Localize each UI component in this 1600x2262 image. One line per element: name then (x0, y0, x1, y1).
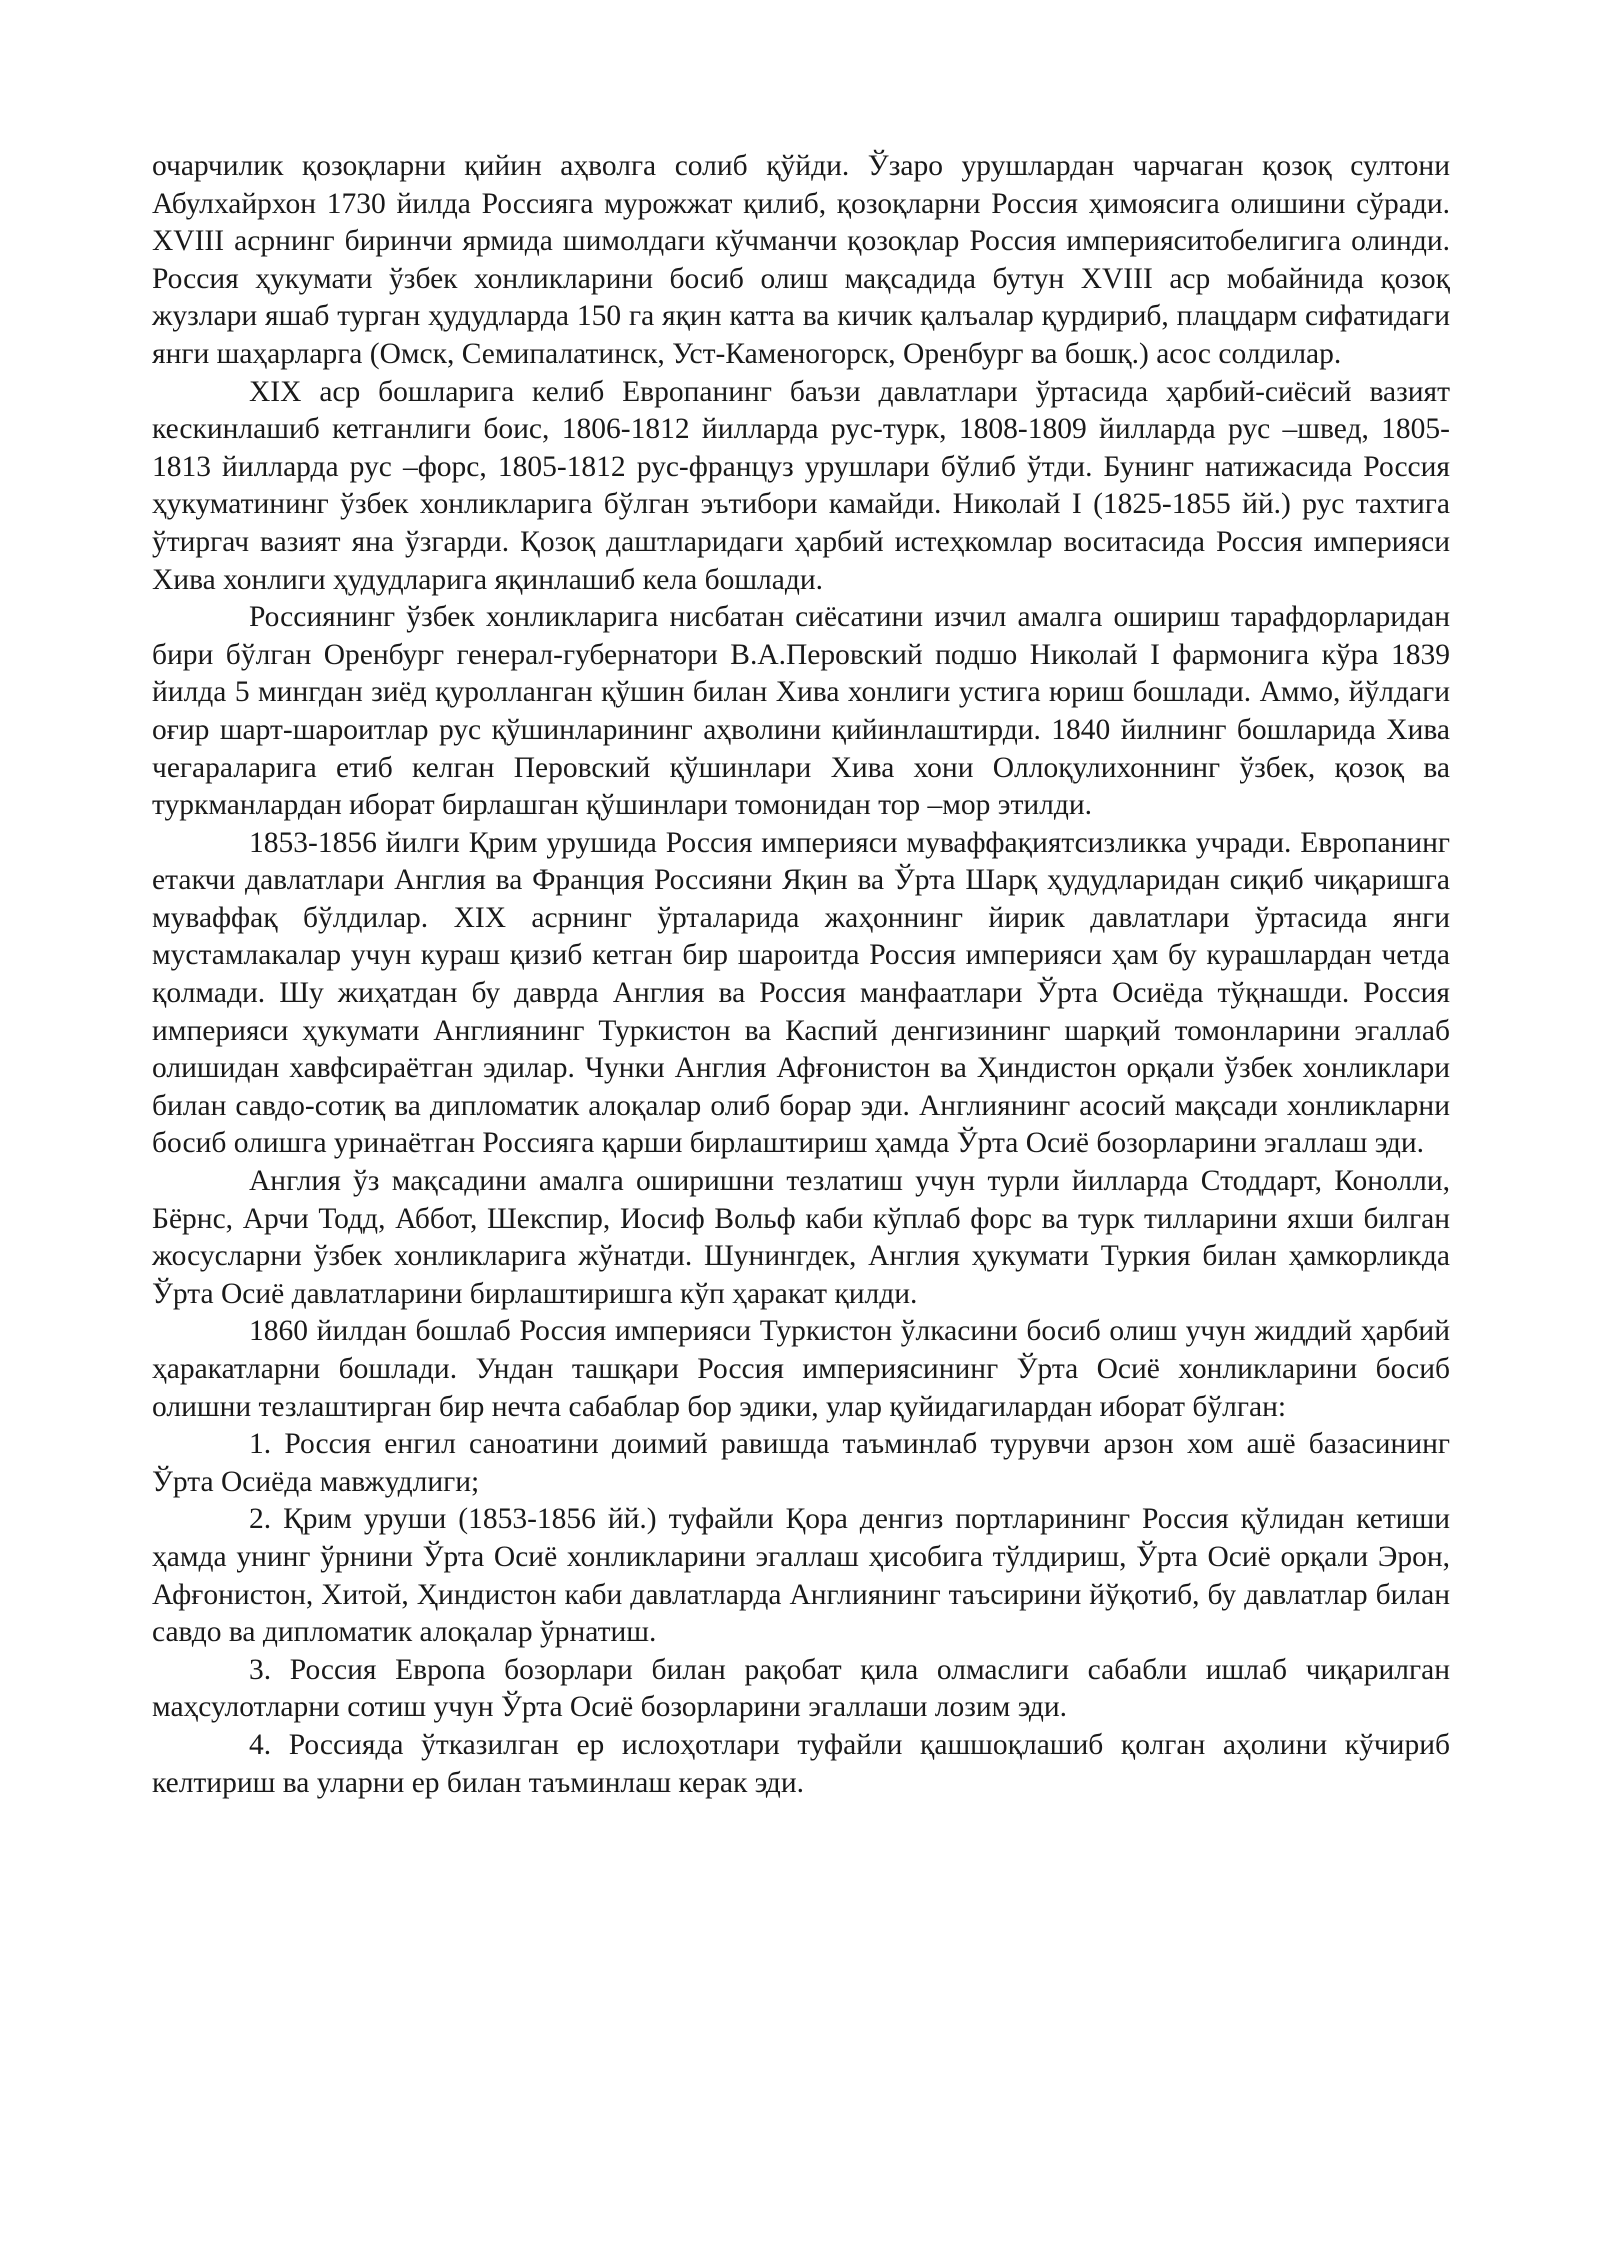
document-page (152, 148, 1450, 1802)
list-item-1: 1. Россия енгил саноатини доимий равишда таъминлаб турувчи арзон хом ашё базасининг Ўрта Осиёда мавжудлиги; (152, 1428, 1450, 1498)
paragraph-1: очарчилик қозоқларни қийин аҳволга солиб қўйди. Ўзаро урушлардан чарчаган қозоқ султони Абулхайрхон 1730 йилда Россияга мурожжат қилиб, қозоқларни Россия ҳимоясига олишини сўради. XVIII асрнинг биринчи ярмида шимолдаги кўчманчи қозоқлар Россия империяситобелигига олинди. Россия ҳукумати ўзбек хонликларини босиб олиш мақсадида бутун XVIII аср мобайнида қозоқ жузлари яшаб турган ҳудудларда 150 га яқин катта ва кичик қалъалар қурдириб, плацдарм сифатидаги янги шаҳарларга (Омск, Семипалатинск, Уст-Каменогорск, Оренбург ва бошқ.) асос солдилар. (152, 150, 1450, 370)
paragraph-6: 1860 йилдан бошлаб Россия империяси Туркистон ўлкасини босиб олиш учун жиддий ҳарбий ҳаракатларни бошлади. Ундан ташқари Россия империясининг Ўрта Осиё хонликларини босиб олишни тезлаштирган бир нечта сабаблар бор эдики, улар қуйидагилардан иборат бўлган: (152, 1315, 1450, 1423)
paragraph-5: Англия ўз мақсадини амалга оширишни тезлатиш учун турли йилларда Стоддарт, Конолли, Бёрнс, Арчи Тодд, Аббот, Шекспир, Иосиф Вольф каби кўплаб форс ва турк тилларини яхши билган жосусларни ўзбек хонликларига жўнатди. Шунингдек, Англия ҳукумати Туркия билан ҳамкорликда Ўрта Осиё давлатларини бирлаштиришга кўп ҳаракат қилди. (152, 1165, 1450, 1310)
list-item-3: 3. Россия Европа бозорлари билан рақобат қила олмаслиги сабабли ишлаб чиқарилган маҳсулотларни сотиш учун Ўрта Осиё бозорларини эгаллаши лозим эди. (152, 1653, 1450, 1724)
list-item-4: 4. Россияда ўтказилган ер ислоҳотлари туфайли қашшоқлашиб қолган аҳолини кўчириб келтириш ва уларни ер билан таъминлаш керак эди. (152, 1728, 1450, 1799)
paragraph-3: Россиянинг ўзбек хонликларига нисбатан сиёсатини изчил амалга ошириш тарафдорларидан бири бўлган Оренбург генерал-губернатори В.А.Перовский подшо Николай I фармонига кўра 1839 йилда 5 мингдан зиёд қуролланган қўшин билан Хива хонлиги устига юриш бошлади. Аммо, йўлдаги оғир шарт-шароитлар рус қўшинларининг аҳволини қийинлаштирди. 1840 йилнинг бошларида Хива чегараларига етиб келган Перовский қўшинлари Хива хони Оллоқулихоннинг ўзбек, қозоқ ва туркманлардан иборат бирлашган қўшинлари томонидан тор –мор этилди. (152, 601, 1450, 822)
paragraph-4: 1853-1856 йилги Қрим урушида Россия империяси муваффақиятсизликка учради. Европанинг етакчи давлатлари Англия ва Франция Россияни Яқин ва Ўрта Шарқ ҳудудларидан сиқиб чиқаришга муваффақ бўлдилар. XIX асрнинг ўрталарида жаҳоннинг йирик давлатлари ўртасида янги мустамлакалар учун кураш қизиб кетган бир шароитда Россия империяси ҳам бу курашлардан четда қолмади. Шу жиҳатдан бу даврда Англия ва Россия манфаатлари Ўрта Осиёда тўқнашди. Россия империяси ҳукумати Англиянинг Туркистон ва Каспий денгизининг шарқий томонларини эгаллаб олишидан хавфсираётган эдилар. Чунки Англия Афғонистон ва Ҳиндистон орқали ўзбек хонликлари билан савдо-сотиқ ва дипломатик алоқалар олиб борар эди. Англиянинг асосий мақсади хонликларни босиб олишга уринаётган Россияга қарши бирлаштириш ҳамда Ўрта Осиё бозорларини эгаллаш эди. (152, 826, 1450, 1160)
list-item-2: 2. Қрим уруши (1853-1856 йй.) туфайли Қора денгиз портларининг Россия қўлидан кетиши ҳамда унинг ўрнини Ўрта Осиё хонликларини эгаллаш ҳисобига тўлдириш, Ўрта Осиё орқали Эрон, Афғонистон, Хитой, Ҳиндистон каби давлатларда Англиянинг таъсирини йўқотиб, бу давлатлар билан савдо ва дипломатик алоқалар ўрнатиш. (152, 1503, 1450, 1649)
paragraph-2: XIX аср бошларига келиб Европанинг баъзи давлатлари ўртасида ҳарбий-сиёсий вазият кескинлашиб кетганлиги боис, 1806-1812 йилларда рус-турк, 1808-1809 йилларда рус –швед, 1805-1813 йилларда рус –форс, 1805-1812 рус-француз урушлари бўлиб ўтди. Бунинг натижасида Россия ҳукуматининг ўзбек хонликларига бўлган эътибори камайди. Николай I (1825-1855 йй.) рус тахтига ўтиргач вазият яна ўзгарди. Қозоқ даштларидаги ҳарбий истеҳкомлар воситасида Россия империяси Хива хонлиги ҳудудларига яқинлашиб кела бошлади. (152, 375, 1450, 596)
